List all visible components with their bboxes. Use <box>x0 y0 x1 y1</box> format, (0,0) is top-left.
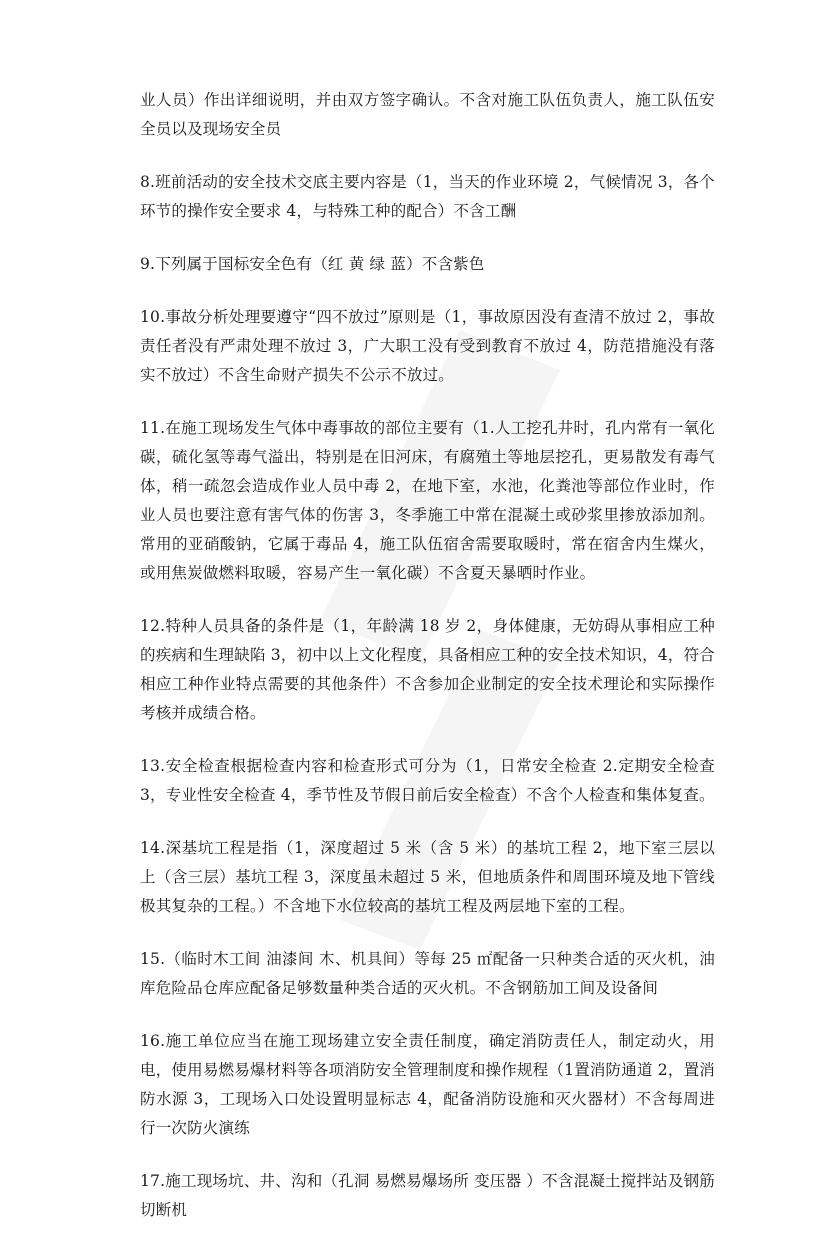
paragraph-continuation: 业人员）作出详细说明，并由双方签字确认。不含对施工队伍负责人，施工队伍安全员以及现场安全员 <box>140 91 715 138</box>
document-body <box>140 86 715 1249</box>
paragraph-item-8: 8.班前活动的安全技术交底主要内容是（1，当天的作业环境 2，气候情况 3，各个环节的操作安全要求 4，与特殊工种的配合）不含工酬 <box>140 173 715 220</box>
paragraph-item-14: 14.深基坑工程是指（1，深度超过 5 米（含 5 米）的基坑工程 2，地下室三层以上（含三层）基坑工程 3，深度虽未超过 5 米，但地质条件和周围环境及地下管线极其复杂的工程。）不含地下水位较高的基坑工程及两层地下室的工程。 <box>140 839 715 915</box>
paragraph-item-9: 9.下列属于国标安全色有（红 黄 绿 蓝）不含紫色 <box>140 255 485 273</box>
paragraph-item-12: 12.特种人员具备的条件是（1，年龄满 18 岁 2，身体健康，无妨碍从事相应工种的疾病和生理缺陷 3，初中以上文化程度，具备相应工种的安全技术知识，4，符合相应工种作业特点需要的其他条件）不含参加企业制定的安全技术理论和实际操作考核并成绩合格。 <box>140 617 715 722</box>
paragraph-item-10: 10.事故分析处理要遵守“四不放过”原则是（1，事故原因没有查清不放过 2，事故责任者没有严肃处理不放过 3，广大职工没有受到教育不放过 4，防范措施没有落实不放过）不含生命财产损失不公示不放过。 <box>140 308 715 384</box>
paragraph-item-11: 11.在施工现场发生气体中毒事故的部位主要有（1.人工挖孔井时，孔内常有一氧化碳，硫化氢等毒气溢出，特别是在旧河床，有腐殖土等地层挖孔，更易散发有毒气体，稍一疏忽会造成作业人员中毒 2，在地下室，水池，化粪池等部位作业时，作业人员也要注意有害气体的伤害 3，冬季施工中常在混凝土或砂浆里掺放添加剂。常用的亚硝酸钠，它属于毒品 4，施工队伍宿舍需要取暖时，常在宿舍内生煤火，或用焦炭做燃料取暖，容易产生一氧化碳）不含夏天暴晒时作业。 <box>140 419 715 582</box>
paragraph-item-13: 13.安全检查根据检查内容和检查形式可分为（1，日常安全检查 2.定期安全检查 3，专业性安全检查 4，季节性及节假日前后安全检查）不含个人检查和集体复查。 <box>140 757 715 804</box>
paragraph-item-15: 15.（临时木工间 油漆间 木、机具间）等每 25 ㎡配备一只种类合适的灭火机，油库危险品仓库应配备足够数量种类合适的灭火机。不含钢筋加工间及设备间 <box>140 950 715 997</box>
paragraph-item-17: 17.施工现场坑、井、沟和（孔洞 易燃易爆场所 变压器 ）不含混凝土搅拌站及钢筋切断机 <box>140 1172 715 1219</box>
paragraph-item-16: 16.施工单位应当在施工现场建立安全责任制度，确定消防责任人，制定动火，用电，使用易燃易爆材料等各项消防安全管理制度和操作规程（1置消防通道 2，置消防水源 3，工现场入口处设置明显标志 4，配备消防设施和灭火器材）不含每周进行一次防火演练 <box>140 1032 715 1137</box>
